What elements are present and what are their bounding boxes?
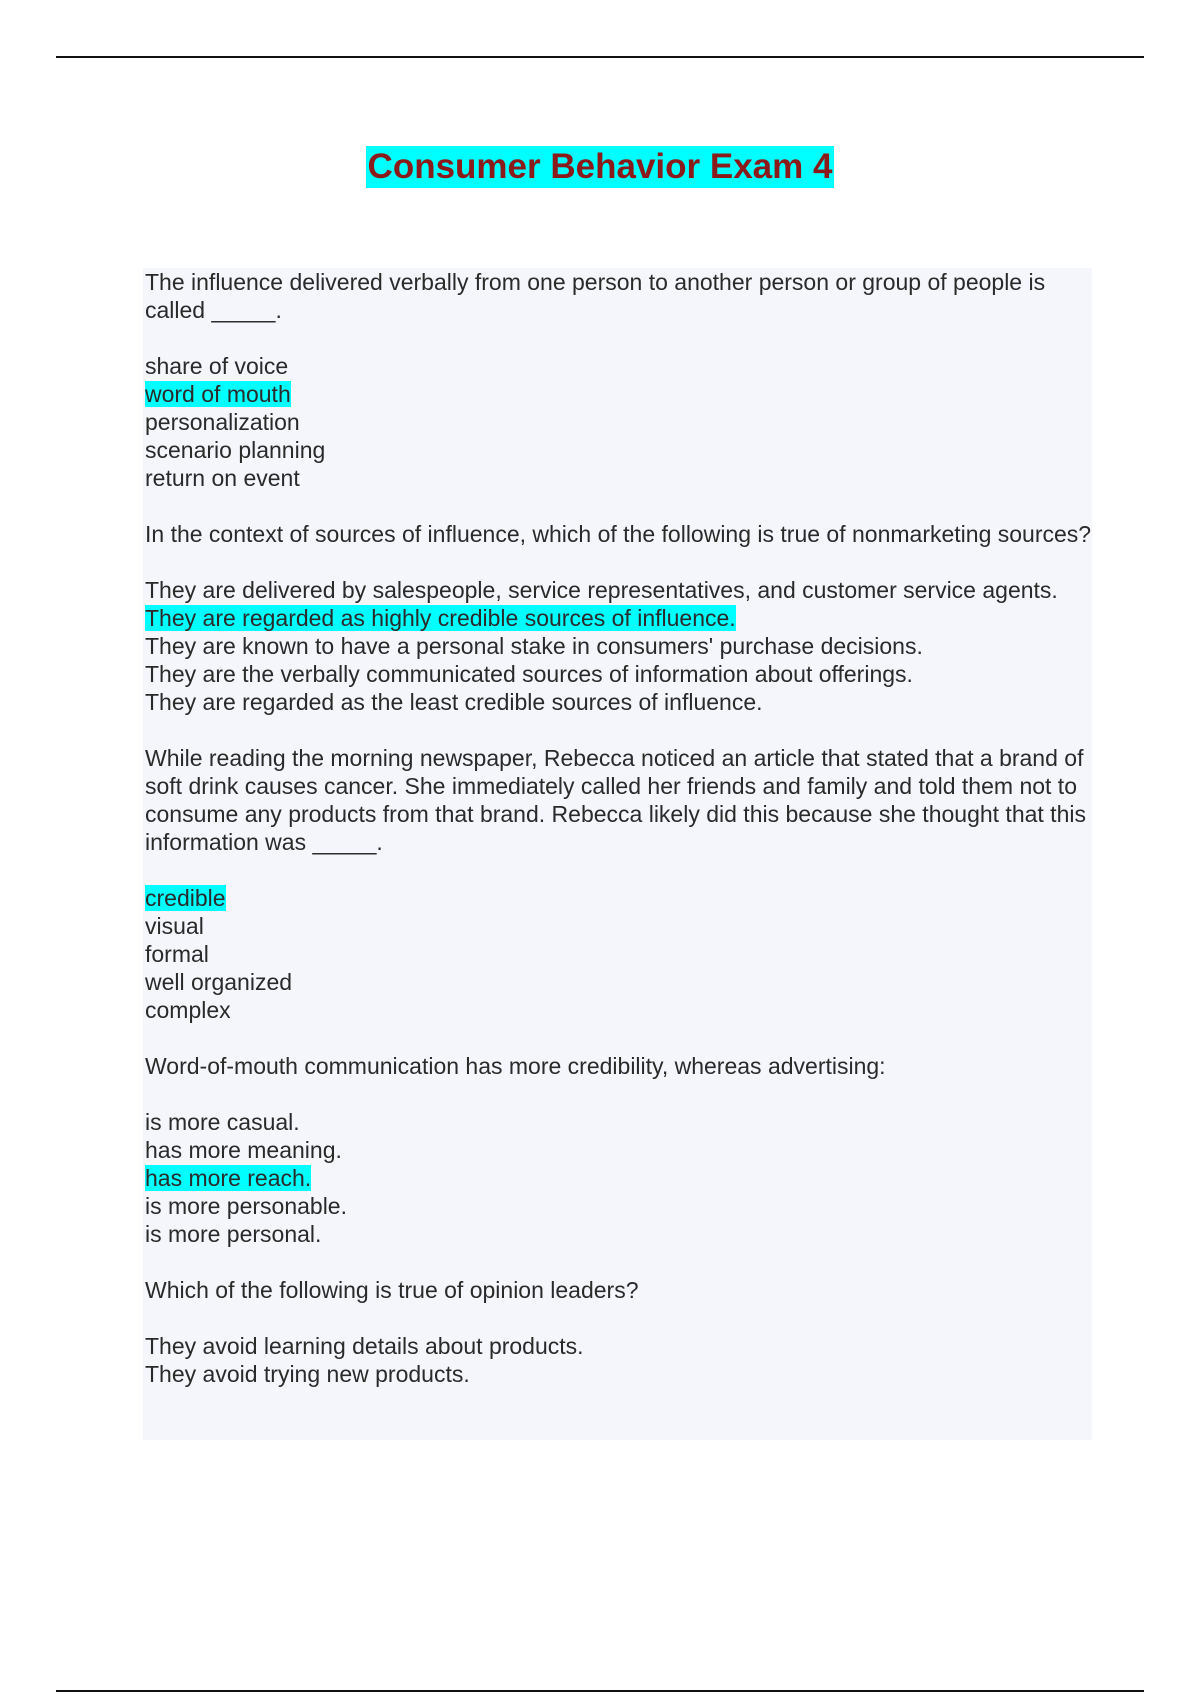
- question-prompt: While reading the morning newspaper, Rebecca noticed an article that stated that a brand of soft drink causes cancer. She immediately called her friends and family and told them not to consume any products from that brand. Rebecca likely did this because she thought that this information was _____.: [145, 745, 1086, 855]
- answer-option: [145, 968, 1092, 996]
- answer-option-text: is more casual.: [145, 1109, 300, 1135]
- answer-option: [145, 688, 1092, 716]
- answer-option-correct: [145, 884, 1092, 912]
- answer-option: [145, 352, 1092, 380]
- answer-option-text: complex: [145, 997, 231, 1023]
- answer-option-text: They are regarded as highly credible sources of influence.: [145, 605, 736, 631]
- document-title: Consumer Behavior Exam 4: [367, 147, 833, 186]
- answer-option-text: formal: [145, 941, 209, 967]
- answer-options: [145, 1332, 1092, 1388]
- answer-option-text: They are the verbally communicated sources of information about offerings.: [145, 661, 913, 687]
- question-block: [145, 1276, 1092, 1388]
- question-list: [143, 268, 1092, 1440]
- answer-option-text: They are regarded as the least credible sources of influence.: [145, 689, 763, 715]
- answer-option-text: They avoid trying new products.: [145, 1361, 470, 1387]
- question-block: [145, 520, 1092, 716]
- answer-option-text: return on event: [145, 465, 300, 491]
- answer-option-text: is more personable.: [145, 1193, 347, 1219]
- question-prompt: In the context of sources of influence, which of the following is true of nonmarketing sources?: [145, 521, 1092, 547]
- answer-option: [145, 1136, 1092, 1164]
- answer-option-text: They are delivered by salespeople, service representatives, and customer service agents.: [145, 577, 1058, 603]
- answer-option-text: word of mouth: [145, 381, 291, 407]
- answer-option-correct: [145, 604, 1092, 632]
- answer-option-text: visual: [145, 913, 204, 939]
- answer-option: [145, 408, 1092, 436]
- answer-option-text: personalization: [145, 409, 300, 435]
- answer-option-text: is more personal.: [145, 1221, 322, 1247]
- answer-option: [145, 1220, 1092, 1248]
- top-rule: [56, 56, 1144, 58]
- answer-options: [145, 576, 1092, 716]
- answer-option: [145, 1108, 1092, 1136]
- answer-options: [145, 352, 1092, 492]
- answer-option: [145, 1332, 1092, 1360]
- answer-option-text: They avoid learning details about products.: [145, 1333, 584, 1359]
- question-block: [145, 744, 1092, 1024]
- answer-option: [145, 940, 1092, 968]
- answer-option-correct: [145, 380, 1092, 408]
- answer-option: [145, 996, 1092, 1024]
- answer-option: [145, 1192, 1092, 1220]
- answer-option-correct: [145, 1164, 1092, 1192]
- question-prompt: The influence delivered verbally from one person to another person or group of people is called _____.: [145, 269, 1046, 323]
- answer-option: [145, 436, 1092, 464]
- answer-option-text: They are known to have a personal stake in consumers' purchase decisions.: [145, 633, 923, 659]
- answer-option: [145, 464, 1092, 492]
- question-prompt: Which of the following is true of opinion leaders?: [145, 1277, 639, 1303]
- answer-option-text: share of voice: [145, 353, 289, 379]
- question-block: [145, 268, 1092, 492]
- answer-option-text: has more meaning.: [145, 1137, 342, 1163]
- title-container: [0, 146, 1200, 188]
- answer-option-text: credible: [145, 885, 226, 911]
- answer-option-text: has more reach.: [145, 1165, 312, 1191]
- answer-option: [145, 632, 1092, 660]
- answer-option: [145, 660, 1092, 688]
- answer-option-text: scenario planning: [145, 437, 326, 463]
- answer-options: [145, 1108, 1092, 1248]
- question-prompt: Word-of-mouth communication has more credibility, whereas advertising:: [145, 1053, 886, 1079]
- answer-option: [145, 576, 1092, 604]
- bottom-rule: [56, 1690, 1144, 1692]
- answer-option: [145, 912, 1092, 940]
- answer-option-text: well organized: [145, 969, 293, 995]
- answer-options: [145, 884, 1092, 1024]
- question-block: [145, 1052, 1092, 1248]
- answer-option: [145, 1360, 1092, 1388]
